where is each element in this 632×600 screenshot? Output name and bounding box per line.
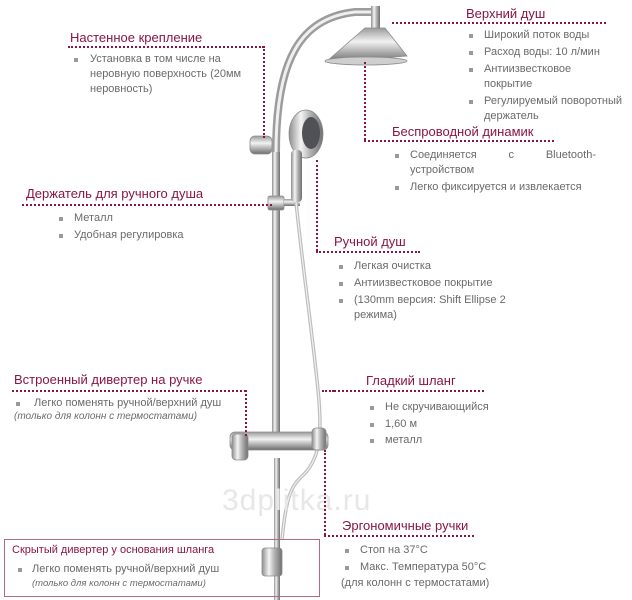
bullet — [345, 566, 349, 570]
thermostat-left-handle — [232, 434, 248, 460]
bullet — [18, 568, 22, 572]
diverter-item: Легко поменять ручной/верхний душ — [34, 397, 222, 409]
bullet — [370, 406, 374, 410]
leader-hand-shower — [316, 251, 420, 253]
leader-hose-left — [322, 390, 334, 392]
leader-diverter-down — [245, 390, 247, 436]
bullet — [339, 282, 343, 286]
bullet — [339, 299, 343, 303]
overhead-item: Широкий поток воды — [484, 29, 590, 41]
hand-shower-item: (130mm версия: Shift Ellipse 2 режима) — [354, 294, 506, 321]
overhead-item: Регулируемый поворотный держатель — [484, 95, 623, 122]
bullet — [395, 186, 399, 190]
hose-title: Гладкий шланг — [366, 373, 456, 388]
hand-shower-item: Легкая очистка — [354, 260, 431, 272]
bullet — [469, 68, 473, 72]
leader-hand-shower-up — [316, 160, 318, 251]
bullet — [345, 549, 349, 553]
bullet — [16, 402, 20, 406]
overhead-title: Верхний душ — [466, 6, 546, 21]
bullet — [74, 58, 78, 62]
bullet — [469, 51, 473, 55]
bullet — [395, 154, 399, 158]
leader-handles-up — [324, 450, 326, 535]
diverter-title: Встроенный дивертер на ручке — [14, 372, 203, 387]
handles-item: Макс. Температура 50°C — [360, 561, 487, 573]
holder-title: Держатель для ручного душа — [26, 186, 204, 201]
holder-item: Металл — [74, 212, 113, 224]
speaker-item: Легко фиксируется и извлекается — [410, 181, 582, 193]
leader-speaker — [364, 140, 554, 142]
riser-pipe — [272, 150, 280, 432]
hand-shower-title: Ручной душ — [334, 234, 406, 249]
leader-hose — [334, 390, 484, 392]
bullet — [59, 234, 63, 238]
overhead-item: Антиизвестковое покрытие — [484, 63, 572, 90]
leader-overhead — [392, 22, 606, 24]
hose-item: металл — [385, 434, 423, 446]
bullet — [339, 265, 343, 269]
leader-speaker-up — [364, 62, 366, 140]
holder-item: Удобная регулировка — [74, 229, 184, 241]
leader-holder — [22, 204, 272, 206]
speaker-item: Соединяется с Bluetooth-устройством — [410, 149, 596, 176]
wall-mount-item: Установка в том числе на неровную поверхность (20мм неровность) — [90, 53, 242, 95]
overhead-item: Расход воды: 10 л/мин — [484, 46, 600, 58]
holder-clamp — [268, 196, 284, 210]
hidden-diverter-item: Легко поменять ручной/верхний душ — [32, 563, 220, 575]
bullet — [469, 34, 473, 38]
wall-mount-title: Настенное крепление — [70, 30, 203, 45]
hose-item: 1,60 м — [385, 418, 418, 430]
hidden-diverter-title: Скрытый дивертер у основания шланга — [12, 544, 215, 556]
hand-shower-handle — [291, 150, 302, 202]
leader-wall-mount — [68, 46, 264, 48]
handles-title: Эргономичные ручки — [342, 518, 469, 533]
handles-item: Стоп на 37°C — [360, 544, 428, 556]
watermark: 3dplitka.ru — [222, 484, 372, 517]
hose-item: Не скручивающийся — [385, 401, 489, 413]
wall-mount-bracket — [250, 136, 272, 154]
thermostat-right-handle — [312, 428, 326, 450]
diverter-note: (только для колонн с термостатами) — [14, 411, 198, 422]
bullet — [370, 423, 374, 427]
speaker-title: Беспроводной динамик — [392, 124, 534, 139]
leader-handles — [324, 535, 474, 537]
bullet — [469, 100, 473, 104]
leader-wall-mount-down — [263, 46, 265, 138]
hand-shower-item: Антиизвестковое покрытие — [354, 277, 493, 289]
leader-diverter — [12, 390, 246, 392]
hidden-diverter-note: (только для колонн с термостатами) — [32, 578, 206, 589]
bullet — [59, 217, 63, 221]
bullet — [370, 439, 374, 443]
handles-item: (для колонн с термостатами) — [341, 577, 490, 589]
